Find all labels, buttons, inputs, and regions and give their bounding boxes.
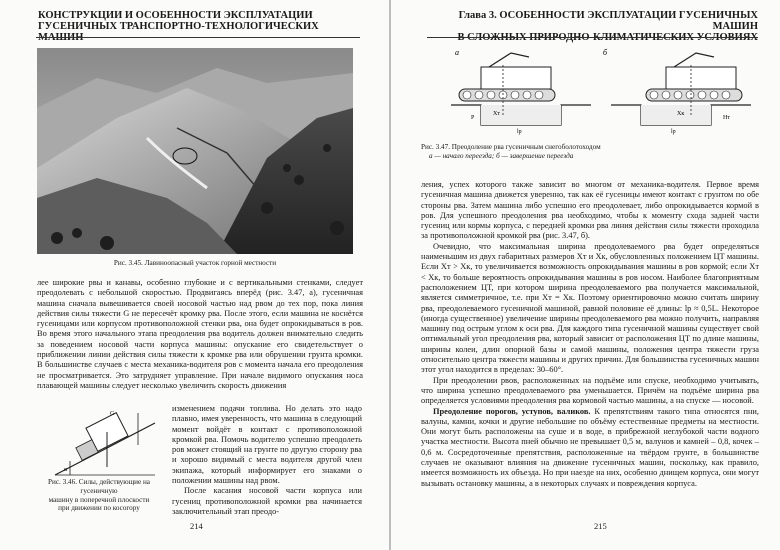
left-paragraph-1: лее широкие рвы и канавы, особенно глубокие и с вертикальными стенками, следует преодолевать с небольшой скоростью. Продвигаясь вперёд (рис. 3.47, а), гусеничная машина сначала вывешивается своей носовой частью над рвом до тех пор, пока линия действия силы тяжести G не пересечёт кромку рва. После этого, если машина не коснётся гусеницами или корпусом противоположной стенки рва, она будет опрокидываться в ров. Во время этого начального этапа преодоления рва водитель должен внимательно следить за поведением носовой части корпуса машины: опускание его свидетельствует о приближении линии действия силы тяжести к кромке рва или обрушении грунта кромки. В большинстве случаев с места механика-водителя ров с момента начала его преодоления не просматривается. Это затрудняет управление. При начале видимого опускания носа плавающей машины следует несколько увеличить скорость движения xyxy=(37,278,363,390)
left-header-rule xyxy=(36,37,360,38)
fig45-caption: Рис. 3.45. Лавиноопасный участок горной местности xyxy=(113,259,277,267)
left-page-number: 214 xyxy=(190,521,203,531)
left-page xyxy=(0,0,389,550)
fig47-lp-label-b: lр xyxy=(671,129,676,135)
right-header-rule xyxy=(427,37,758,38)
right-page xyxy=(391,0,780,550)
fig47-caption-title: Рис. 3.47. Преодоление рва гусеничным снегоболотоходом xyxy=(421,143,601,151)
fig46-caption-line2: машину в поперечной плоскости xyxy=(48,495,150,504)
fig47-xt-label: Xт xyxy=(493,111,500,117)
fig47-label-a: а xyxy=(455,48,459,57)
fig46-caption-line3: при движении по косогору xyxy=(58,504,140,513)
right-header-line2: В СЛОЖНЫХ ПРИРОДНО-КЛИМАТИЧЕСКИХ УСЛОВИЯХ xyxy=(457,32,758,43)
fig46-alpha-label: α xyxy=(64,467,68,473)
fig47-lp-label: lр xyxy=(517,129,522,135)
right-page-number: 215 xyxy=(594,521,607,531)
fig47-caption-sub: а — начало переезда; б — завершение переезда xyxy=(429,151,574,160)
left-running-header xyxy=(38,10,358,43)
left-paragraph-3: После касания носовой части корпуса или гусениц противоположной кромки рва начинается заключительный этап преодо- xyxy=(172,486,362,516)
fig47-label-b: б xyxy=(603,48,608,57)
right-header-line1: Глава 3. ОСОБЕННОСТИ ЭКСПЛУАТАЦИИ ГУСЕНИЧНЫХ МАШИН xyxy=(458,10,758,32)
right-paragraph-3: При преодолении рвов, расположенных на подъёме или спуске, необходимо учитывать, что ширина успешно преодолеваемого рва уменьшается. Причём на подъёме ширина рва определяется условиями преодоления рва кормовой частью машины, а на спуске — носовой. xyxy=(421,375,759,406)
run-in-heading: Преодоление порогов, уступов, валиков. xyxy=(433,406,591,416)
right-running-header xyxy=(428,10,758,43)
right-main-text xyxy=(421,180,759,489)
slope-forces-diagram xyxy=(50,405,160,477)
right-paragraph-1: ления, успех которого также зависит во многом от механика-водителя. Первое время гусеничная машина движется уверенно, так как её гусеницы имеют контакт с грунтом по обе стороны рва. Затем машина либо успешно его преодолевает, либо опрокидывается кормой в ров. Для успешного преодоления рва необходимо, чтобы к моменту схода задней части гусениц или кормы корпуса, с передней кромки рва линия действия силы тяжести проходила за противоположной кромкой рва (рис. 3.47, б). xyxy=(421,180,759,241)
fig47-p-label: P xyxy=(471,115,475,121)
fig46-caption xyxy=(34,478,164,513)
fig47-hp-label: Hт xyxy=(723,115,730,121)
ditch-crossing-diagram xyxy=(451,45,751,140)
mountain-photo xyxy=(37,48,353,254)
left-header-line1: КОНСТРУКЦИИ И ОСОБЕННОСТИ ЭКСПЛУАТАЦИИ xyxy=(38,10,313,21)
fig46-g-label: G xyxy=(110,411,115,417)
right-paragraph-4 xyxy=(421,407,759,489)
fig46-caption-line1: Рис. 3.46. Силы, действующие на гусеничную xyxy=(48,478,150,495)
left-paragraph-2: изменением подачи топлива. Но делать это надо плавно, имея уверенность, что машина в следующий момент войдёт в контакт с противоположной кромкой рва. Помочь водителю успешно преодолеть ров может стоящий на грунте по другую сторону рва и хорошо видимый с места водителя другой член экипажа, который информирует его знаками о положении машины над рвом. xyxy=(172,404,362,486)
fig47-xk-label: Xк xyxy=(677,111,685,117)
right-paragraph-2: Очевидно, что максимальная ширина преодолеваемого рва будет определяться наименьшим из двух габаритных размеров Xт и Xк, обусловленных положением ЦТ машины. Если Xт > Xк, то увеличивается возможность опрокидывания машины в ров кормой; если Xт < Xк, то больше вероятность опрокидывания машины в ров носом. Наиболее благоприятным расположением ЦТ, при котором ширина преодолеваемого рва получается максимальной, является симметричное, т.е. при Xт = Xк. Поэтому ориентировочно можно считать ширину рва, преодолеваемого гусеничной машиной, равной половине её длины: lр ≈ 0,5L. Некоторое (иногда существенное) увеличение ширины преодолеваемого рва можно получить, направляя машину под острым углом к оси рва. Для каждого типа гусеничной машины существует свой оптимальный угол преодоления рва, который зависит от расположения ЦТ по длине машины, ширины колеи, длин опорной базы и самой машины, положения центра тяжести груза относительно центра тяжести машины и других причин. Для большинства гусеничных машин этот угол находится в пределах: 30–60°. xyxy=(421,241,759,375)
left-narrow-text xyxy=(172,404,362,517)
left-main-text xyxy=(37,278,363,391)
fig47-caption xyxy=(421,143,601,161)
right-paragraph-4-text: К препятствиям такого типа относятся пни, валуны, камни, кочки и другие небольшие по объёму естественные предметы на местности. Они могут быть расположены на суше и в воде, в прибрежной неглубокой части водного участка местности. Высота пней обычно не превышает 0,5 м, валунов и камней – 0,8, кочек – 0,6 м. Сосредоточенные препятствия, расположенные на твёрдом грунте, в большинстве случаев не оказывают влияния на движение гусеничных машин, поскольку, как правило, имеется возможность их объезда. Но при наезде на них, особенно днищем корпуса, они могут вызывать остановку машины, а в некоторых случаях и повреждения корпуса. xyxy=(421,406,760,488)
left-header-line2: ГУСЕНИЧНЫХ ТРАНСПОРТНО-ТЕХНОЛОГИЧЕСКИХ МАШИН xyxy=(38,21,319,43)
